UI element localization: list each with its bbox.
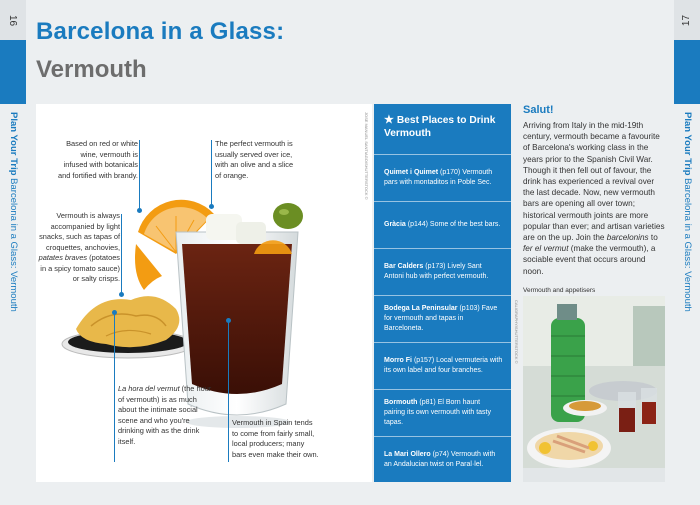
guide-line-base [139, 140, 140, 210]
page-number-right: 17 [674, 0, 700, 40]
left-side-label: Plan Your Trip Barcelona in a Glass: Vermouth [8, 112, 19, 312]
guide-line-spain [228, 320, 229, 462]
annotation-hora-del-vermut: La hora del vermut (the hour of vermouth) is as much about the intimate social scene and who you're drinking with as the drink itself. [118, 384, 212, 446]
photo-credit-right: CALIGRAPHY/SHUTTERSTOCK © [514, 300, 519, 364]
place-item: Gràcia (p144) Some of the best bars. [374, 201, 511, 248]
guide-dot-hora [112, 310, 117, 315]
left-page-tab [0, 0, 26, 104]
place-item: Quimet i Quimet (p170) Vermouth pars with montaditos in Poble Sec. [374, 154, 511, 201]
page-subtitle: Vermouth [36, 56, 147, 83]
guide-dot-base [137, 208, 142, 213]
best-places-box [374, 104, 511, 482]
right-page-tab [674, 0, 700, 104]
guide-dot-snacks [119, 292, 124, 297]
annotation-light-snacks: Vermouth is always accompanied by light snacks, such as tapas of croquettes, anchovies, patates braves (potatoes in a spicy tomato sauce) or salty crisps. [38, 211, 120, 283]
guide-line-snacks [121, 214, 122, 294]
photo-credit-left: JOSE MANUEL SANTIAGO/SHUTTERSTOCK © [364, 112, 369, 200]
guide-dot-perfect [209, 204, 214, 209]
star-icon: ★ [384, 114, 394, 126]
appetisers-photo [523, 296, 665, 482]
page-number-left: 16 [0, 0, 26, 40]
annotation-perfect-vermouth: The perfect vermouth is usually served over ice, with an olive and a slice of orange. [215, 139, 294, 180]
best-places-heading: ★ Best Places to Drink Vermouth [384, 114, 496, 139]
place-item: Bormouth (p81) El Born haunt pairing its own vermouth with tasty tapas. [374, 389, 511, 436]
place-item: La Mari Ollero (p74) Vermouth with an Andalucian twist on Paral·lel. [374, 436, 511, 482]
annotation-spain-producers: Vermouth in Spain tends to come from fairly small, local producers; many bars even make their own. [232, 418, 319, 459]
page-title: Barcelona in a Glass: [36, 18, 285, 45]
salut-heading: Salut! [523, 104, 554, 116]
place-item: Bar Calders (p173) Lively Sant Antoni hub with perfect vermouth. [374, 248, 511, 295]
guide-line-hora [114, 312, 115, 462]
right-side-label: Plan Your Trip Barcelona in a Glass: Vermouth [682, 112, 693, 312]
place-item: Bodega La Peninsular (p103) Fave for vermouth and tapas in Barceloneta. [374, 295, 511, 342]
place-item: Morro Fi (p157) Local vermuteria with its own label and four branches. [374, 342, 511, 389]
guide-line-perfect [211, 140, 212, 206]
salut-paragraph: Arriving from Italy in the mid-19th century, vermouth became a favourite of Barcelona's working class in the years prior to the Spanish Civil War. Though it then fell out of favour, the drink has experienced a revival over the last decade. Now, new vermouth bars are opening all over town; historical vermouth joints are more popular than ever; and artisan varieties are on the up. Join the barcelonins to fer el vermut (make the vermouth), a sociable event that occurs around noon. [523, 121, 665, 276]
guide-dot-spain [226, 318, 231, 323]
appetisers-illustration [523, 296, 665, 482]
appetisers-caption: Vermouth and appetisers [523, 287, 596, 294]
annotation-base-wine: Based on red or white wine, vermouth is infused with botanicals and fortified with brandy. [58, 139, 138, 180]
